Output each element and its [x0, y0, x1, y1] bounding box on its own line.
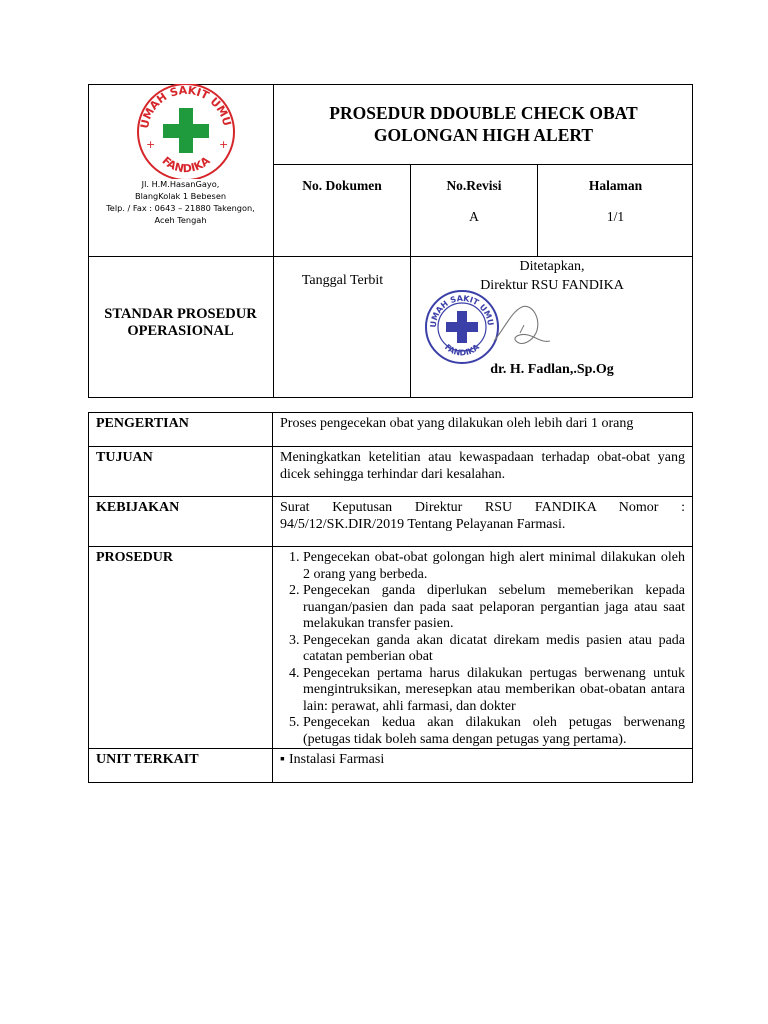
sop-line: STANDAR PROSEDUR	[104, 306, 257, 322]
list-item	[280, 752, 685, 769]
border	[88, 397, 693, 398]
stamp-top-text: UMAH SAKIT UMU	[428, 293, 496, 328]
procedure-step: 5. Pengecekan kedua akan dilakukan oleh petugas berwenang (petugas tidak boleh sama dengan petugas yang pertama).	[303, 715, 685, 748]
section-text-unit	[273, 749, 693, 783]
logo-bottom-text: FANDIKA	[159, 154, 213, 176]
title-line: GOLONGAN HIGH ALERT	[373, 125, 594, 145]
svg-text:+: +	[219, 138, 229, 151]
signatory-name: dr. H. Fadlan,.Sp.Og	[490, 362, 614, 377]
hospital-address	[88, 178, 273, 226]
bullet-icon: ▪	[280, 752, 285, 767]
table-row	[89, 497, 693, 547]
section-label-unit: UNIT TERKAIT	[89, 749, 273, 783]
approval-line: Direktur RSU FANDIKA	[480, 278, 624, 293]
section-label-tujuan: TUJUAN	[89, 447, 273, 497]
section-text-pengertian: Proses pengecekan obat yang dilakukan oleh lebih dari 1 orang	[273, 413, 693, 447]
sop-content-table	[88, 412, 693, 783]
stamp-bottom-text: FANDIKA	[442, 342, 482, 358]
revision-label: No.Revisi	[446, 178, 502, 193]
address-line: BlangKolak 1 Bebesen	[134, 191, 227, 201]
address-line: Telp. / Fax : 0643 – 21880 Takengon,	[106, 203, 255, 213]
table-row	[89, 447, 693, 497]
procedure-steps	[280, 550, 685, 748]
stamp-icon	[424, 289, 614, 369]
table-row	[89, 547, 693, 749]
section-text-tujuan: Meningkatkan ketelitian atau kewaspadaan terhadap obat-obat yang dicek sehingga terhindar dari kesalahan.	[273, 447, 693, 497]
address-line: Aceh Tengah	[154, 215, 207, 225]
doc-number-label: No. Dokumen	[302, 178, 382, 193]
procedure-step: 2. Pengecekan ganda diperlukan sebelum memeberikan kepada ruangan/pasien dan pada saat pelaporan pergantian jaga atau saat melakukan transfer pasien.	[303, 583, 685, 633]
procedure-step: 3. Pengecekan ganda akan dicatat direkam medis pasien atau pada catatan pemberian obat	[303, 633, 685, 666]
hospital-logo-icon	[88, 84, 273, 179]
sop-label	[88, 306, 273, 340]
svg-text:FANDIKA	[443, 342, 482, 358]
section-text-prosedur	[273, 547, 693, 749]
page-value: 1/1	[606, 209, 625, 224]
procedure-step: 4. Pengecekan pertama harus dilakukan pertugas berwenang untuk mengintruksikan, meresepkan atau memberikan obat-obatan antara lain: perawat, ahli farmasi, dan dokter	[303, 666, 685, 716]
header-table	[88, 84, 693, 398]
svg-text:+: +	[146, 138, 156, 151]
section-text-kebijakan: Surat Keputusan Direktur RSU FANDIKA Nomor : 94/5/12/SK.DIR/2019 Tentang Pelayanan Farmasi.	[273, 497, 693, 547]
unit-item: Instalasi Farmasi	[288, 752, 385, 767]
procedure-step: 1. Pengecekan obat-obat golongan high alert minimal dilakukan oleh 2 orang yang berbeda.	[303, 550, 685, 583]
table-row	[89, 413, 693, 447]
hospital-logo	[88, 84, 273, 256]
title-line: PROSEDUR DDOUBLE CHECK OBAT	[329, 103, 638, 123]
svg-text:FANDIKA	[160, 154, 213, 175]
document-title	[274, 102, 693, 146]
sop-line: OPERASIONAL	[127, 323, 234, 339]
address-line: Jl. H.M.HasanGayo,	[141, 179, 220, 189]
logo-top-text: UMAH SAKIT UMU	[138, 84, 234, 130]
issue-date-label: Tanggal Terbit	[301, 273, 384, 288]
section-label-kebijakan: KEBIJAKAN	[89, 497, 273, 547]
page-label: Halaman	[588, 178, 643, 193]
border	[274, 164, 693, 165]
section-label-prosedur: PROSEDUR	[89, 547, 273, 749]
approval-line: Ditetapkan,	[519, 259, 585, 274]
section-label-pengertian: PENGERTIAN	[89, 413, 273, 447]
table-row	[89, 749, 693, 783]
revision-value: A	[469, 209, 479, 224]
